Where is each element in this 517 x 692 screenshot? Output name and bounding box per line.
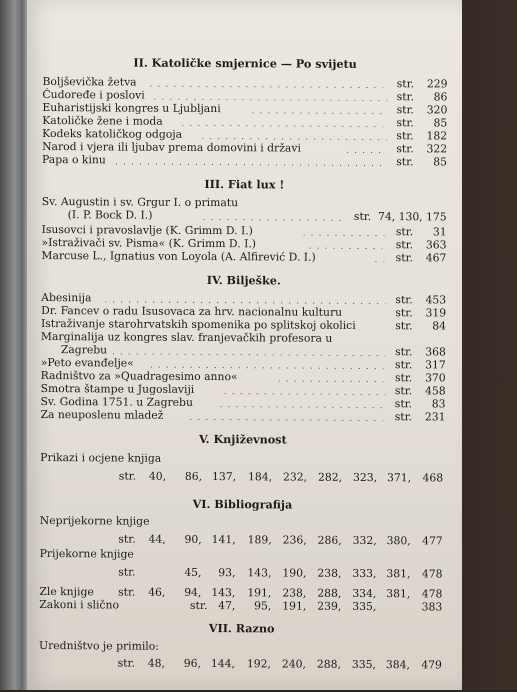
leader-dots [182,116,387,130]
entry-title: Marcuse L., Ignatius von Loyola (A. Alfirević D. I.) [41,248,316,264]
page-number: 182 [426,129,448,143]
str-label: str. [118,585,136,599]
entry-title: Ćudoređe i poslovi [42,87,145,102]
entry-title: Za neuposlenu mladež [40,407,164,422]
group-label: Uredništvo je primilo: [39,638,159,653]
entry-page [395,385,446,398]
page-number: 453 [425,293,447,307]
entry-page [354,211,447,224]
entry-page [397,91,448,104]
page-number: 368 [425,345,446,359]
page-number: 317 [425,358,446,372]
entry-title: Papa o kinu [41,152,106,167]
entry-title: Radništvo za »Quadragesimo anno« [40,368,238,384]
leader-dots [375,252,386,265]
page-number: 238, [282,586,307,600]
leader-dots [204,210,345,224]
leader-dots [225,384,386,398]
page-number: 86 [433,90,448,104]
str-label: str. [394,384,413,398]
page-number: 240, [281,657,306,671]
group-label: Prijekorne knjige [39,546,134,561]
page-number: 47, [218,599,236,613]
page-number: 137, [212,470,237,484]
page-number: 40, [148,469,167,483]
entry-title: Boljševička žetva [42,74,137,89]
page-number: 334, [352,586,377,601]
page-number: 288, [317,586,342,600]
str-label: str. [353,209,372,224]
str-label: str. [395,306,413,320]
entry-page [395,346,446,359]
page-number-row [39,599,444,614]
page-number: 332, [352,533,377,548]
entry-title: Abesinija [41,290,92,305]
leader-dots [279,371,386,385]
str-label: str. [396,77,415,91]
index-entry [42,209,447,224]
entry-title: Narod i vjera ili ljubav prema domovini i državi [42,139,301,155]
entry-title: Euharistijski kongres u Ljubljani [42,100,221,116]
str-label: str. [396,129,414,143]
section-iv-heading: IV. Bilješke. [206,273,281,288]
page-number: 288, [316,657,341,671]
entry-title: Sv. Godina 1751. u Zagrebu [40,394,193,409]
page-number: 479 [421,658,442,672]
page-number: 333, [352,566,377,581]
entry-title: Kodeks katoličkog odgoja [42,126,183,141]
entry-title: Istraživanje starohrvatskih spomenika po splitskoj okolici [40,316,356,332]
str-label: str. [396,116,414,130]
entry-title-continued: Zagrebu [60,343,108,357]
str-label: str. [395,358,413,372]
str-label: str. [395,251,414,265]
str-label: str. [118,565,136,579]
entry-title-continued: (I. P. Bock D. I.) [67,208,153,222]
leader-dots [252,103,387,117]
page-number: 468 [422,471,444,485]
entry-page [395,294,446,307]
page-number: 86, [184,469,203,483]
index-entry [40,409,445,424]
page-numbers: 74, 130, 175 [377,210,447,224]
str-label: str. [118,532,136,546]
entry-title: Katoličke žene i moda [42,113,163,128]
page-number: 143, [211,586,236,600]
page-number: 192, [246,657,271,671]
page-number-row [40,533,445,548]
leader-dots [190,410,385,424]
page-number: 231 [424,410,446,424]
page-number: 380, [386,534,411,548]
page-number: 370 [425,371,446,385]
page-number: 286, [317,533,342,547]
section-iii-heading: III. Fiat lux ! [204,176,285,192]
page-number: 83 [431,397,446,411]
str-label: str. [394,410,413,424]
page-number: 96, [183,656,201,670]
str-label: str. [396,103,414,117]
entry-title: Isusovci i pravoslavlje (K. Grimm D. I.) [41,222,253,238]
entry-title: Sv. Augustin i sv. Grgur I. o primatu [41,194,239,210]
entry-page [395,307,446,320]
entry-page [395,372,446,385]
entry-page [395,398,446,411]
index-content [39,0,448,692]
str-label: str. [396,155,414,169]
str-label: str. [394,371,413,385]
page-number: 45, [184,565,202,579]
page-number: 48, [147,656,165,670]
entry-page [397,104,448,117]
page-number: 319 [425,306,447,320]
page-number: 191, [282,599,307,613]
page-number: 477 [422,534,443,548]
page-number: 229 [426,77,448,91]
page-number: 458 [424,384,446,398]
page-number: 90, [184,532,202,546]
page-number: 143, [247,566,272,580]
str-label: str. [395,319,413,333]
page-number: 144, [210,657,235,671]
page-number: 189, [247,533,272,547]
section-ii-heading: II. Katoličke smjernice — Po svijetu [133,55,357,71]
leader-dots [304,226,387,240]
page-number: 381, [386,587,411,601]
str-label: str. [189,598,208,613]
page-number: 282, [318,470,343,484]
page-number-row [40,470,445,485]
page-number: 94, [184,585,202,599]
section-v-heading: V. Književnost [198,431,287,447]
str-label: str. [395,293,413,307]
entry-page [396,130,447,143]
page-number: 190, [282,566,307,580]
page-number: 335, [351,657,376,672]
page-number: 84 [432,319,447,333]
page-number: 467 [425,251,447,265]
page-number: 46, [148,585,166,599]
page-number: 322 [426,142,448,156]
section-vi-heading: VI. Bibliografija [192,496,293,512]
page-number: 44, [148,532,166,546]
entry-page [396,252,447,265]
page-number-row [39,566,444,581]
page-number: 363 [425,238,447,252]
str-label: str. [395,238,414,252]
group-label: Prikazi i ocjene knjiga [40,450,162,465]
page-number: 381, [386,567,411,581]
index-entry [41,250,446,265]
str-label: str. [117,656,135,670]
entry-page [396,239,447,252]
section-vii-heading: VII. Razno [208,621,275,636]
book-page [27,0,462,690]
page-number: 85 [433,116,448,130]
page-number: 93, [218,566,236,580]
page-number: 31 [432,225,447,239]
page-number: 184, [248,470,273,484]
str-label: str. [395,345,413,359]
page-number: 383 [421,600,443,614]
entry-page [395,320,446,333]
page-number: 141, [211,533,236,547]
page-number: 320 [426,103,448,117]
entry-page [397,78,448,91]
page-number: 478 [421,567,443,581]
page-number: 239, [317,599,342,613]
entry-page [396,226,447,239]
entry-title: Dr. Fancev o radu Isusovaca za hrv. nacionalnu kulturu [41,303,343,319]
group-label: Zakoni i slično [39,597,120,612]
page-number: 335, [352,599,377,614]
leader-dots [309,239,386,252]
group-label: Neprijekorne knjige [39,513,150,528]
page-number: 323, [353,470,378,485]
index-entry [42,154,447,169]
str-label: str. [394,397,413,411]
entry-title: »Istraživači sv. Pisma« (K. Grimm D. I.) [41,235,257,251]
entry-title: Marginalija uz kongres slav. franjevačkih profesora u [40,329,333,345]
entry-title: Smotra štampe u Jugoslaviji [40,381,195,396]
entry-page [395,411,446,424]
str-label: str. [395,225,414,239]
str-label: str. [396,90,415,104]
group-label: Zle knjige [39,584,94,599]
page-number-row [39,657,444,672]
page-number: 238, [317,566,342,580]
leader-dots [347,143,387,156]
leader-dots [220,397,385,411]
page-number: 236, [282,533,307,547]
page-number: 85 [433,155,448,169]
entry-page [396,117,447,130]
page-number: 384, [385,658,410,672]
page-number: 232, [283,470,308,484]
page-number: 191, [247,586,272,600]
page-number: 95, [254,599,272,613]
str-label: str. [396,142,414,156]
entry-page [396,156,447,169]
entry-page [395,359,446,372]
page-number: 478 [421,587,443,601]
leader-dots [116,154,387,169]
entry-page [396,143,447,156]
entry-title: »Peto evanđelje« [40,355,134,370]
str-label: str. [118,469,137,483]
page-number: 371, [387,471,412,485]
